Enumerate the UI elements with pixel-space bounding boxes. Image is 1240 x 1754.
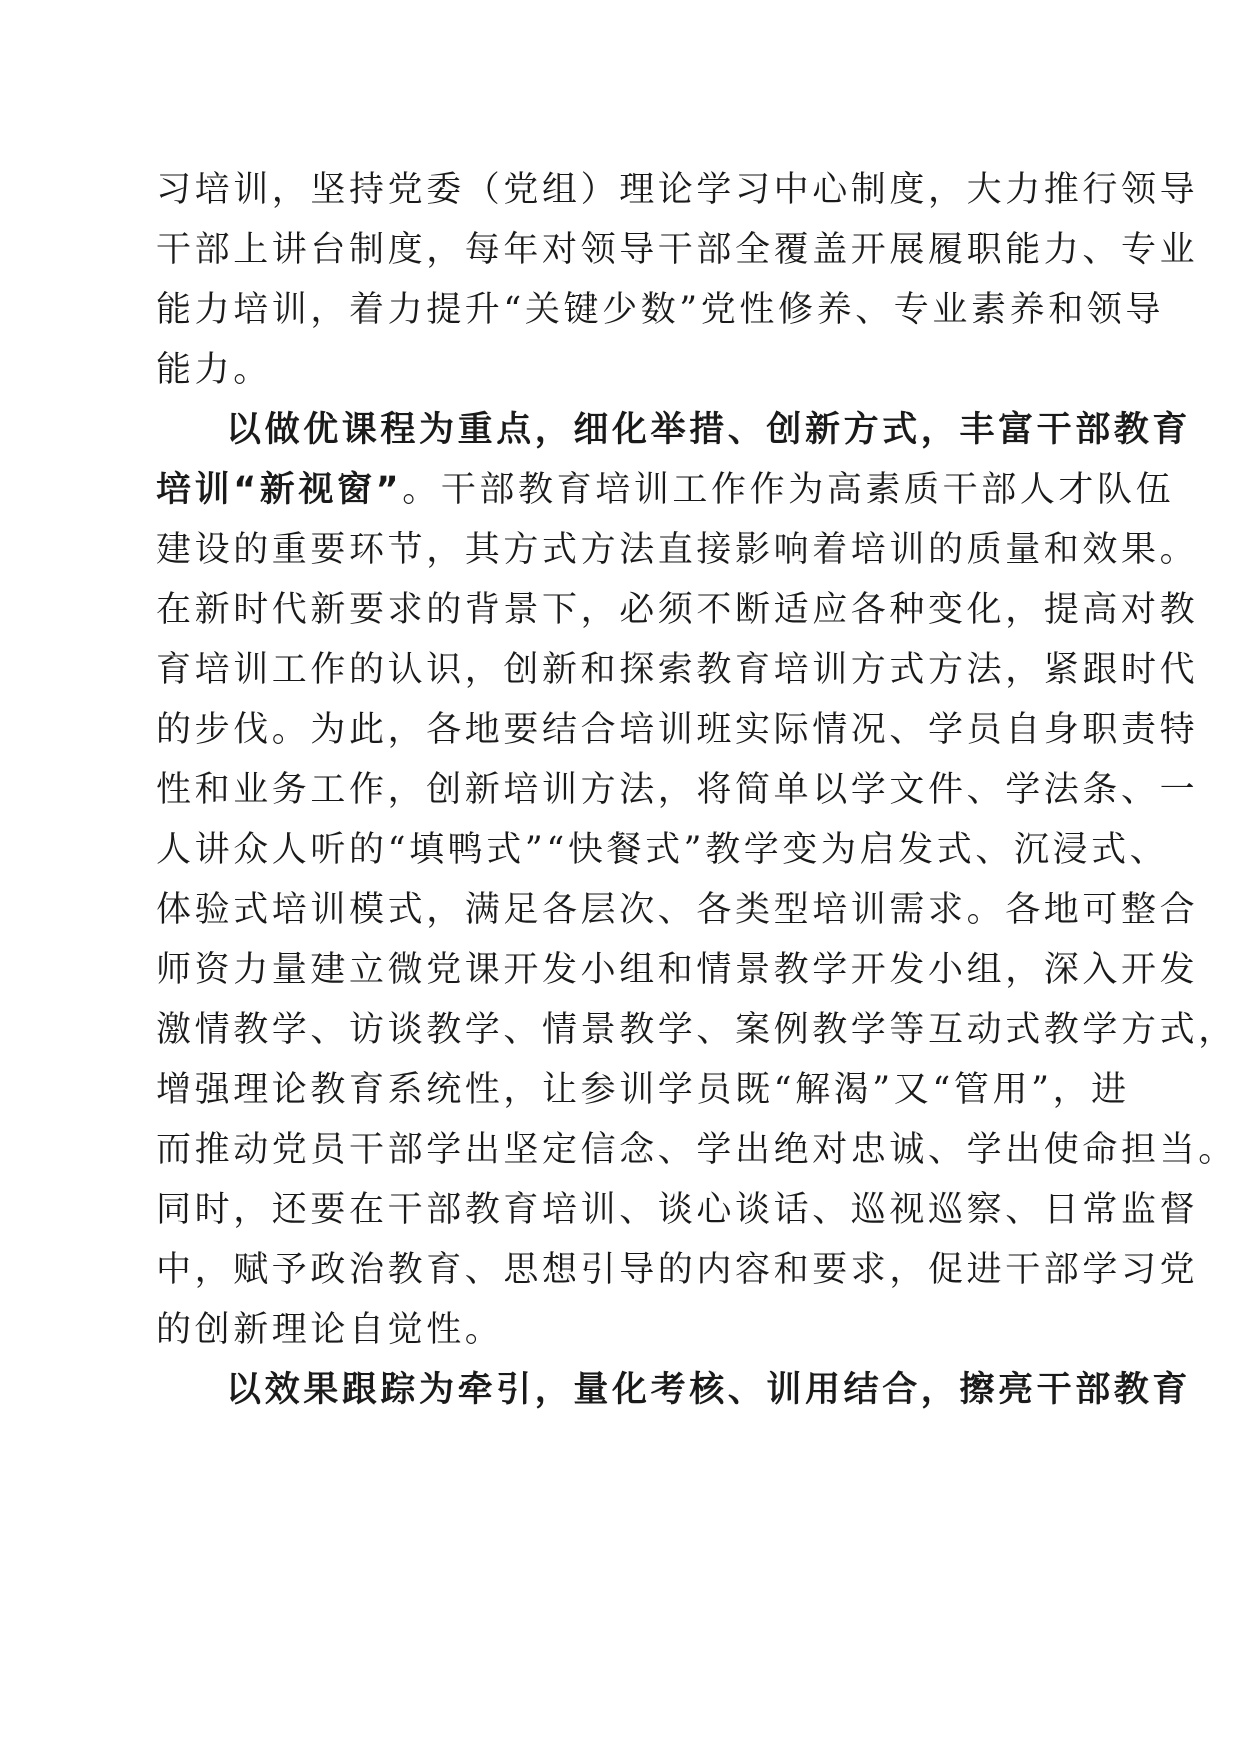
paragraph-line bbox=[156, 460, 1174, 520]
paragraph-line: 育培训工作的认识，创新和探索教育培训方式方法，紧跟时代 bbox=[156, 650, 1199, 690]
paragraph-line: 习培训，坚持党委（党组）理论学习中心制度，大力推行领导 bbox=[156, 170, 1199, 210]
paragraph-line: 性和业务工作，创新培训方法，将简单以学文件、学法条、一 bbox=[156, 770, 1199, 810]
paragraph-text: 。干部教育培训工作作为高素质干部人才队伍 bbox=[402, 470, 1175, 510]
paragraph-line: 师资力量建立微党课开发小组和情景教学开发小组，深入开发 bbox=[156, 950, 1199, 990]
paragraph-line: 的步伐。为此，各地要结合培训班实际情况、学员自身职责特 bbox=[156, 710, 1199, 750]
paragraph-line: 人讲众人听的“填鸭式”“快餐式”教学变为启发式、沉浸式、 bbox=[156, 830, 1169, 870]
paragraph-line: 在新时代新要求的背景下，必须不断适应各种变化，提高对教 bbox=[156, 590, 1199, 630]
paragraph-line: 干部上讲台制度，每年对领导干部全覆盖开展履职能力、专业 bbox=[156, 230, 1199, 270]
paragraph-line: 能力。 bbox=[156, 350, 272, 390]
paragraph-line: 体验式培训模式，满足各层次、各类型培训需求。各地可整合 bbox=[156, 890, 1199, 930]
paragraph-line: 同时，还要在干部教育培训、谈心谈话、巡视巡察、日常监督 bbox=[156, 1190, 1199, 1230]
section-heading-continuation: 培训“新视窗” bbox=[156, 470, 403, 510]
paragraph-line: 而推动党员干部学出坚定信念、学出绝对忠诚、学出使命担当。 bbox=[156, 1130, 1237, 1170]
paragraph-line: 激情教学、访谈教学、情景教学、案例教学等互动式教学方式， bbox=[156, 1010, 1237, 1050]
section-heading: 以做优课程为重点，细化举措、创新方式，丰富干部教育 bbox=[226, 410, 1192, 450]
paragraph-line: 增强理论教育系统性，让参训学员既“解渴”又“管用”，进 bbox=[156, 1070, 1130, 1110]
paragraph-line: 中，赋予政治教育、思想引导的内容和要求，促进干部学习党 bbox=[156, 1250, 1199, 1290]
section-heading: 以效果跟踪为牵引，量化考核、训用结合，擦亮干部教育 bbox=[226, 1370, 1192, 1410]
paragraph-line: 建设的重要环节，其方式方法直接影响着培训的质量和效果。 bbox=[156, 530, 1199, 570]
paragraph-line: 能力培训，着力提升“关键少数”党性修养、专业素养和领导 bbox=[156, 290, 1164, 330]
paragraph-line: 的创新理论自觉性。 bbox=[156, 1310, 504, 1350]
